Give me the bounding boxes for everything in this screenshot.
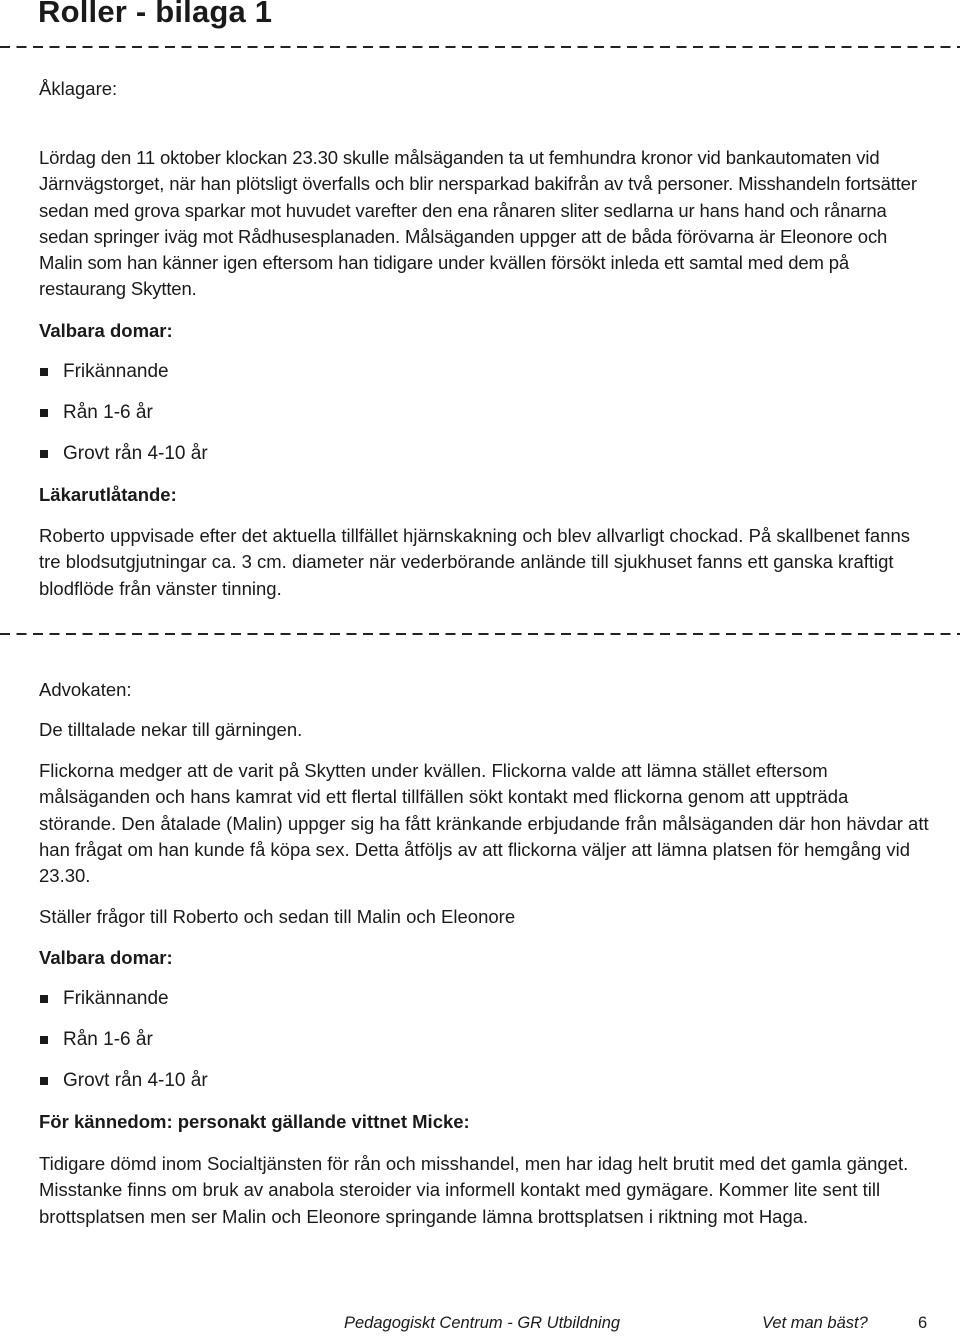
verdict-item (39, 1027, 929, 1068)
defense-verdicts-heading-block (39, 945, 929, 971)
defense-label: Advokaten: (39, 679, 132, 700)
defense-statement: Flickorna medger att de varit på Skytten under kvällen. Flickorna valde att lämna stället eftersom målsäganden och hans kamrat vid ett flertal tillfällen sökt kontakt med flickorna genom att uppträda störande. Den åtalade (Malin) uppger sig ha fått kränkande erbjudande från målsäganden där hon hävdar att han frågat om han kunde få köpa sex. Detta åtföljs av att flickorna väljer att lämna platsen för hemgång vid 23.30. (39, 760, 929, 887)
square-bullet-icon (40, 1077, 48, 1085)
verdict-item (39, 1068, 929, 1109)
prosecutor-statement-block (39, 145, 934, 303)
witness-heading-block (39, 1109, 929, 1135)
defense-verdicts-block (39, 986, 929, 1109)
defense-verdict-list (39, 986, 929, 1109)
witness-text: Tidigare dömd inom Socialtjänsten för rån och misshandel, men har idag helt brutit med det gamla gänget. Misstanke finns om bruk av anabola steroider via informell kontakt med gymägare. Kommer lite sent till brottsplatsen men ser Malin och Eleonore springande lämna brottsplatsen i riktning mot Haga. (39, 1153, 909, 1227)
medical-text: Roberto uppvisade efter det aktuella tillfället hjärnskakning och blev allvarligt chockad. På skallbenet fanns tre blodsutgjutningar ca. 3 cm. diameter när vederbörande anlände till sjukhuset fanns ett ganska kraftigt blodflöde från vänster tinning. (39, 525, 911, 599)
prosecutor-section (39, 76, 929, 102)
defense-statement-block (39, 758, 929, 889)
defense-denial-block (39, 717, 929, 743)
prosecutor-verdicts-heading: Valbara domar: (39, 320, 173, 341)
medical-text-block (39, 523, 929, 602)
defense-questions: Ställer frågor till Roberto och sedan till Malin och Eleonore (39, 906, 516, 927)
prosecutor-verdicts-block (39, 359, 929, 482)
defense-label-block (39, 677, 929, 703)
defense-questions-block (39, 904, 929, 930)
verdict-item (39, 400, 929, 441)
medical-heading-block (39, 482, 929, 508)
footer-tagline: Vet man bäst? (762, 1314, 868, 1332)
prosecutor-verdict-list (39, 359, 929, 482)
verdict-label: Frikännande (63, 988, 169, 1009)
square-bullet-icon (40, 1036, 48, 1044)
defense-verdicts-heading: Valbara domar: (39, 947, 173, 968)
verdict-label: Grovt rån 4-10 år (63, 443, 208, 464)
verdict-label: Frikännande (63, 361, 169, 382)
dashed-divider-top (0, 46, 960, 48)
verdict-item (39, 359, 929, 400)
verdict-label: Rån 1-6 år (63, 402, 153, 423)
prosecutor-label: Åklagare: (39, 78, 118, 99)
page-title: Roller - bilaga 1 (38, 0, 273, 29)
verdict-item (39, 986, 929, 1027)
square-bullet-icon (40, 995, 48, 1003)
verdict-label: Rån 1-6 år (63, 1029, 153, 1050)
page-number: 6 (918, 1314, 928, 1332)
dashed-divider-middle (0, 633, 960, 635)
defense-denial: De tilltalade nekar till gärningen. (39, 719, 303, 740)
witness-text-block (39, 1151, 929, 1230)
medical-heading: Läkarutlåtande: (39, 484, 177, 505)
verdict-item (39, 441, 929, 482)
footer-org: Pedagogiskt Centrum - GR Utbildning (344, 1314, 621, 1332)
prosecutor-statement: Lördag den 11 oktober klockan 23.30 skulle målsäganden ta ut femhundra kronor vid bankautomaten vid Järnvägstorget, när han plötsligt överfalls och blir nersparkad bakifrån av två personer. Misshandeln fortsätter sedan med grova sparkar mot huvudet varefter den ena rånaren sliter sedlarna ur hans hand och rånarna sedan springer iväg mot Rådhusesplanaden. Målsäganden uppger att de båda förövarna är Eleonore och Malin som han känner igen eftersom han tidigare under kvällen försökt inleda ett samtal med dem på restaurang Skytten. (39, 147, 917, 300)
verdict-label: Grovt rån 4-10 år (63, 1070, 208, 1091)
witness-heading: För kännedom: personakt gällande vittnet Micke: (39, 1111, 470, 1132)
square-bullet-icon (40, 409, 48, 417)
square-bullet-icon (40, 450, 48, 458)
prosecutor-verdicts-heading-block (39, 318, 929, 344)
square-bullet-icon (40, 368, 48, 376)
